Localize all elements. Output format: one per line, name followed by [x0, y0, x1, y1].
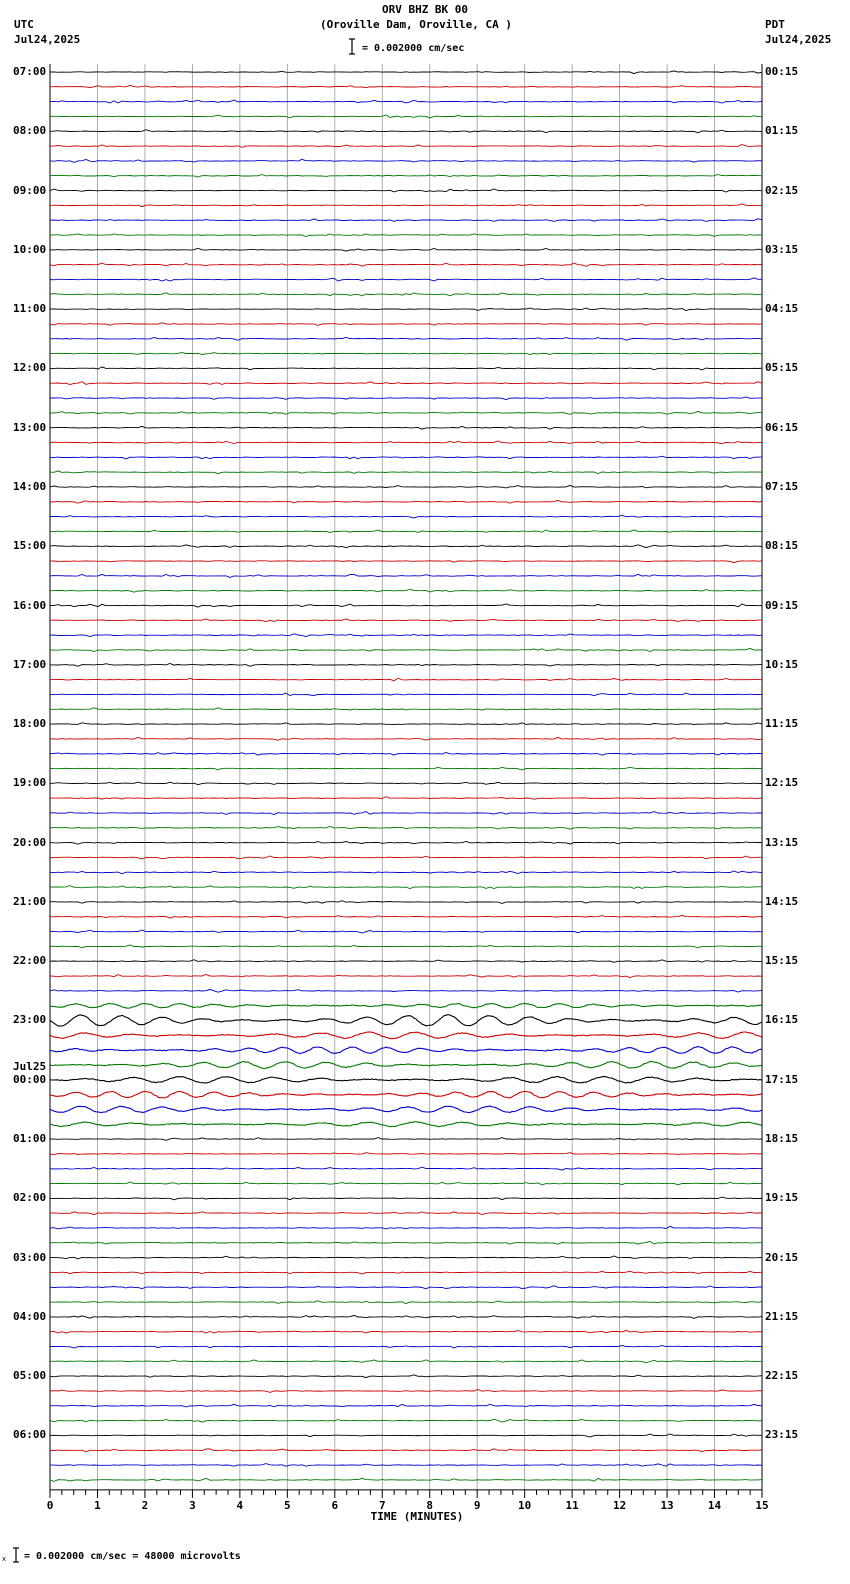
x-tick-label: 0 — [46, 1498, 54, 1512]
trace-row — [50, 812, 762, 815]
pdt-hour-label: 15:15 — [765, 954, 799, 968]
trace-row — [50, 589, 762, 592]
trace-row — [50, 397, 762, 400]
trace-row — [50, 353, 762, 355]
x-tick-label: 11 — [565, 1498, 579, 1512]
trace-row — [50, 500, 762, 503]
pdt-hour-label: 02:15 — [765, 183, 799, 197]
pdt-hour-label: 16:15 — [765, 1013, 799, 1027]
trace-row — [50, 708, 762, 710]
trace-row — [50, 130, 762, 133]
trace-row — [50, 871, 762, 874]
trace-row — [50, 1360, 762, 1363]
trace-row — [50, 1478, 762, 1481]
trace-row — [50, 159, 762, 162]
trace-row — [50, 248, 762, 251]
utc-hour-label: 01:00 — [13, 1132, 47, 1146]
trace-row — [50, 145, 762, 148]
trace-row — [50, 1153, 762, 1155]
utc-hour-label: 16:00 — [13, 598, 47, 612]
pdt-hour-label: 13:15 — [765, 835, 799, 849]
trace-row — [50, 975, 762, 978]
utc-hour-label: 09:00 — [13, 183, 47, 197]
x-tick-label: 1 — [94, 1498, 101, 1512]
trace-row — [50, 204, 762, 207]
trace-row — [50, 915, 762, 918]
trace-row — [50, 1419, 762, 1422]
pdt-hour-label: 04:15 — [765, 302, 799, 316]
chart-title: ORV BHZ BK 00 — [381, 3, 469, 16]
trace-row — [50, 1122, 762, 1127]
utc-hour-label: 07:00 — [13, 65, 47, 78]
pdt-hour-label: 00:15 — [765, 65, 799, 78]
utc-date-label: Jul24,2025 — [14, 33, 81, 46]
time-axis — [50, 1490, 762, 1498]
pdt-hour-label: 19:15 — [765, 1191, 799, 1205]
utc-hour-label: 12:00 — [13, 361, 47, 375]
pdt-hour-label: 11:15 — [765, 717, 799, 731]
trace-row — [50, 1212, 762, 1215]
x-tick-label: 12 — [612, 1498, 627, 1512]
trace-row — [50, 753, 762, 756]
trace-row — [50, 1286, 762, 1289]
trace-row — [50, 1226, 762, 1229]
trace-row — [50, 1106, 762, 1113]
pdt-hour-label: 08:15 — [765, 539, 799, 553]
pdt-hour-label: 18:15 — [765, 1132, 799, 1146]
x-tick-label: 4 — [236, 1498, 244, 1512]
utc-hour-label: 18:00 — [13, 717, 47, 731]
x-tick-label: 15 — [755, 1498, 769, 1512]
trace-row — [50, 826, 762, 829]
utc-hour-label: 05:00 — [13, 1369, 47, 1383]
trace-row — [50, 456, 762, 459]
trace-row — [50, 1061, 762, 1068]
x-tick-label: 5 — [284, 1498, 291, 1512]
trace-row — [50, 574, 762, 577]
utc-hour-label: 17:00 — [13, 657, 47, 671]
trace-row — [50, 441, 762, 444]
utc-hour-label: 13:00 — [13, 420, 47, 434]
trace-row — [50, 842, 762, 845]
trace-row — [50, 634, 762, 637]
trace-row — [50, 1375, 762, 1378]
x-tick-label: 2 — [141, 1498, 149, 1512]
pdt-hour-label: 06:15 — [765, 420, 799, 434]
trace-row — [50, 1271, 762, 1274]
utc-hour-label: 23:00 — [13, 1013, 47, 1027]
trace-row — [50, 219, 762, 222]
trace-row — [50, 797, 762, 800]
x-tick-label: 7 — [378, 1498, 386, 1512]
trace-row — [50, 530, 762, 533]
trace-row — [50, 71, 762, 74]
svg-text:x: x — [2, 1555, 7, 1563]
pdt-hour-label: 03:15 — [765, 242, 799, 256]
trace-row — [50, 989, 762, 992]
trace-row — [50, 960, 762, 963]
utc-hour-label: 11:00 — [13, 302, 47, 316]
trace-row — [50, 1434, 762, 1437]
trace-row — [50, 1138, 762, 1141]
x-axis-label: TIME (MINUTES) — [370, 1510, 464, 1523]
x-tick-label: 14 — [707, 1498, 722, 1512]
utc-timezone-label: UTC — [14, 18, 34, 31]
utc-hour-label: 20:00 — [13, 835, 47, 849]
trace-row — [50, 1047, 762, 1054]
pdt-timezone-label: PDT — [765, 18, 785, 31]
trace-row — [50, 338, 762, 341]
station-name: (Oroville Dam, Oroville, CA ) — [319, 18, 513, 31]
pdt-hour-label: 14:15 — [765, 894, 799, 908]
trace-row — [50, 1256, 762, 1259]
utc-hour-label: 15:00 — [13, 539, 47, 553]
trace-row — [50, 1464, 762, 1467]
trace-row — [50, 1076, 762, 1083]
trace-row — [50, 723, 762, 725]
trace-row — [50, 648, 762, 651]
trace-row — [50, 278, 762, 281]
utc-hour-label: 03:00 — [13, 1250, 47, 1264]
pdt-hour-label: 09:15 — [765, 598, 799, 612]
x-tick-label: 6 — [331, 1498, 339, 1512]
pdt-hour-label: 01:15 — [765, 124, 799, 138]
trace-row — [50, 263, 762, 266]
trace-row — [50, 1330, 762, 1333]
pdt-date-label: Jul24,2025 — [765, 33, 832, 46]
trace-row — [50, 1346, 762, 1349]
utc-hour-label: 22:00 — [13, 954, 47, 968]
trace-group — [50, 71, 762, 1482]
pdt-hour-label: 07:15 — [765, 479, 799, 493]
trace-row — [50, 737, 762, 740]
scale-label: = 0.002000 cm/sec — [362, 43, 465, 54]
trace-row — [50, 85, 762, 87]
trace-row — [50, 782, 762, 785]
trace-row — [50, 115, 762, 118]
pdt-hour-label: 17:15 — [765, 1072, 799, 1086]
trace-row — [50, 856, 762, 859]
trace-row — [50, 382, 762, 385]
trace-row — [50, 1182, 762, 1185]
trace-row — [50, 515, 762, 518]
trace-row — [50, 767, 762, 770]
trace-row — [50, 604, 762, 607]
trace-row — [50, 1241, 762, 1244]
trace-row — [50, 411, 762, 414]
trace-row — [50, 1390, 762, 1393]
trace-row — [50, 1449, 762, 1452]
x-tick-label: 9 — [473, 1498, 481, 1512]
trace-row — [50, 901, 762, 904]
plot-grid — [50, 64, 762, 1490]
trace-row — [50, 1167, 762, 1170]
utc-hour-label: 08:00 — [13, 124, 47, 138]
trace-row — [50, 471, 762, 474]
trace-row — [50, 308, 762, 310]
utc-hour-label: 02:00 — [13, 1191, 47, 1205]
trace-row — [50, 293, 762, 296]
utc-hour-label: 10:00 — [13, 242, 47, 256]
utc-hour-label: 14:00 — [13, 479, 47, 493]
trace-row — [50, 619, 762, 622]
trace-row — [50, 664, 762, 667]
trace-row — [50, 323, 762, 326]
trace-row — [50, 1091, 762, 1098]
pdt-hour-label: 10:15 — [765, 657, 799, 671]
trace-row — [50, 1015, 762, 1026]
trace-row — [50, 485, 762, 488]
pdt-hour-label: 12:15 — [765, 776, 799, 790]
trace-row — [50, 1003, 762, 1008]
trace-row — [50, 561, 762, 563]
x-tick-label: 10 — [518, 1498, 532, 1512]
pdt-hour-label: 05:15 — [765, 361, 799, 375]
pdt-hour-label: 20:15 — [765, 1250, 799, 1264]
trace-row — [50, 1197, 762, 1200]
utc-hour-label: 04:00 — [13, 1309, 47, 1323]
utc-hour-label: 19:00 — [13, 776, 47, 790]
trace-row — [50, 100, 762, 103]
trace-row — [50, 426, 762, 429]
trace-row — [50, 1032, 762, 1039]
trace-row — [50, 945, 762, 948]
trace-row — [50, 693, 762, 696]
utc-hour-label: 21:00 — [13, 894, 47, 908]
x-tick-label: 3 — [189, 1498, 196, 1512]
pdt-hour-label: 22:15 — [765, 1369, 799, 1383]
trace-row — [50, 930, 762, 933]
trace-row — [50, 678, 762, 681]
utc-hour-label: 06:00 — [13, 1428, 47, 1442]
pdt-hour-label: 21:15 — [765, 1309, 799, 1323]
x-tick-label: 8 — [426, 1498, 434, 1512]
trace-row — [50, 886, 762, 889]
x-tick-label: 13 — [660, 1498, 674, 1512]
footer-scale-label: = 0.002000 cm/sec = 48000 microvolts — [24, 1551, 241, 1562]
trace-row — [50, 189, 762, 192]
pdt-hour-label: 23:15 — [765, 1428, 799, 1442]
trace-row — [50, 1301, 762, 1304]
trace-row — [50, 1315, 762, 1318]
footer-scale-bar-icon — [2, 1546, 22, 1564]
trace-row — [50, 545, 762, 548]
utc-hour-label: 00:00 — [13, 1072, 47, 1086]
trace-row — [50, 234, 762, 237]
trace-row — [50, 1404, 762, 1407]
trace-row — [50, 175, 762, 178]
date-change-label: Jul25 — [13, 1059, 47, 1073]
trace-row — [50, 367, 762, 370]
